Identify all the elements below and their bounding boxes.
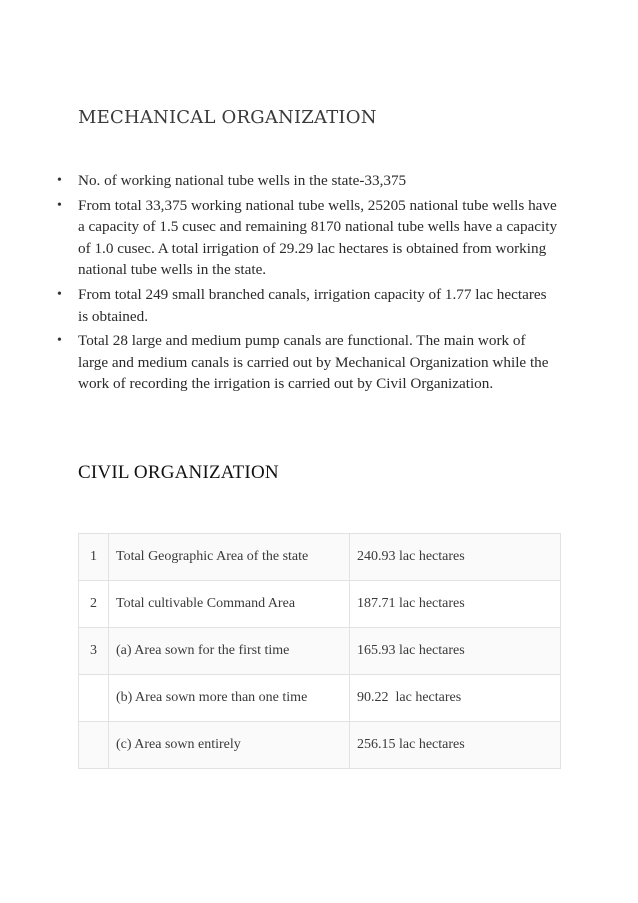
list-item-text: Total 28 large and medium pump canals are functional. The main work of large and medium canals is carried out by Mechanical Organization while the work of recording the irrigation is carried out by Civil Organization. [78, 332, 549, 393]
list-item [0, 170, 558, 192]
row-number-cell [79, 722, 109, 769]
bullet-icon: • [57, 286, 62, 302]
list-item-text: No. of working national tube wells in the state-33,375 [78, 172, 407, 189]
list-item [0, 330, 558, 395]
bullet-icon: • [57, 173, 62, 188]
mechanical-bullet-list [0, 170, 638, 398]
description-cell: (b) Area sown more than one time [109, 675, 350, 722]
description-cell: Total Geographic Area of the state [109, 534, 350, 581]
list-item [0, 284, 558, 327]
value-cell: 240.93 lac hectares [350, 534, 561, 581]
civil-section-heading: CIVIL ORGANIZATION [78, 462, 279, 483]
value-cell: 90.22 lac hectares [350, 675, 561, 722]
list-item [0, 195, 558, 281]
description-cell: (a) Area sown for the first time [109, 628, 350, 675]
table-row [79, 722, 561, 769]
row-number-cell [79, 675, 109, 722]
table-row [79, 581, 561, 628]
value-cell: 165.93 lac hectares [350, 628, 561, 675]
description-cell: Total cultivable Command Area [109, 581, 350, 628]
civil-area-table [78, 533, 561, 769]
value-cell: 187.71 lac hectares [350, 581, 561, 628]
list-item-text: From total 249 small branched canals, irrigation capacity of 1.77 lac hectares is obtained. [78, 285, 547, 325]
row-number-cell: 2 [79, 581, 109, 628]
table-row [79, 534, 561, 581]
table-row [79, 675, 561, 722]
value-cell: 256.15 lac hectares [350, 722, 561, 769]
description-cell: (c) Area sown entirely [109, 722, 350, 769]
row-number-cell: 3 [79, 628, 109, 675]
list-item-text: From total 33,375 working national tube wells, 25205 national tube wells have a capacity of 1.5 cusec and remaining 8170 national tube wells have a capacity of 1.0 cusec. A total irrigation of 29.29 lac hectares is obtained from working national tube wells in the state. [78, 196, 558, 279]
bullet-icon: • [57, 197, 62, 213]
table-row [79, 628, 561, 675]
bullet-icon: • [57, 333, 62, 349]
row-number-cell: 1 [79, 534, 109, 581]
mechanical-section-heading: MECHANICAL ORGANIZATION [78, 107, 377, 128]
